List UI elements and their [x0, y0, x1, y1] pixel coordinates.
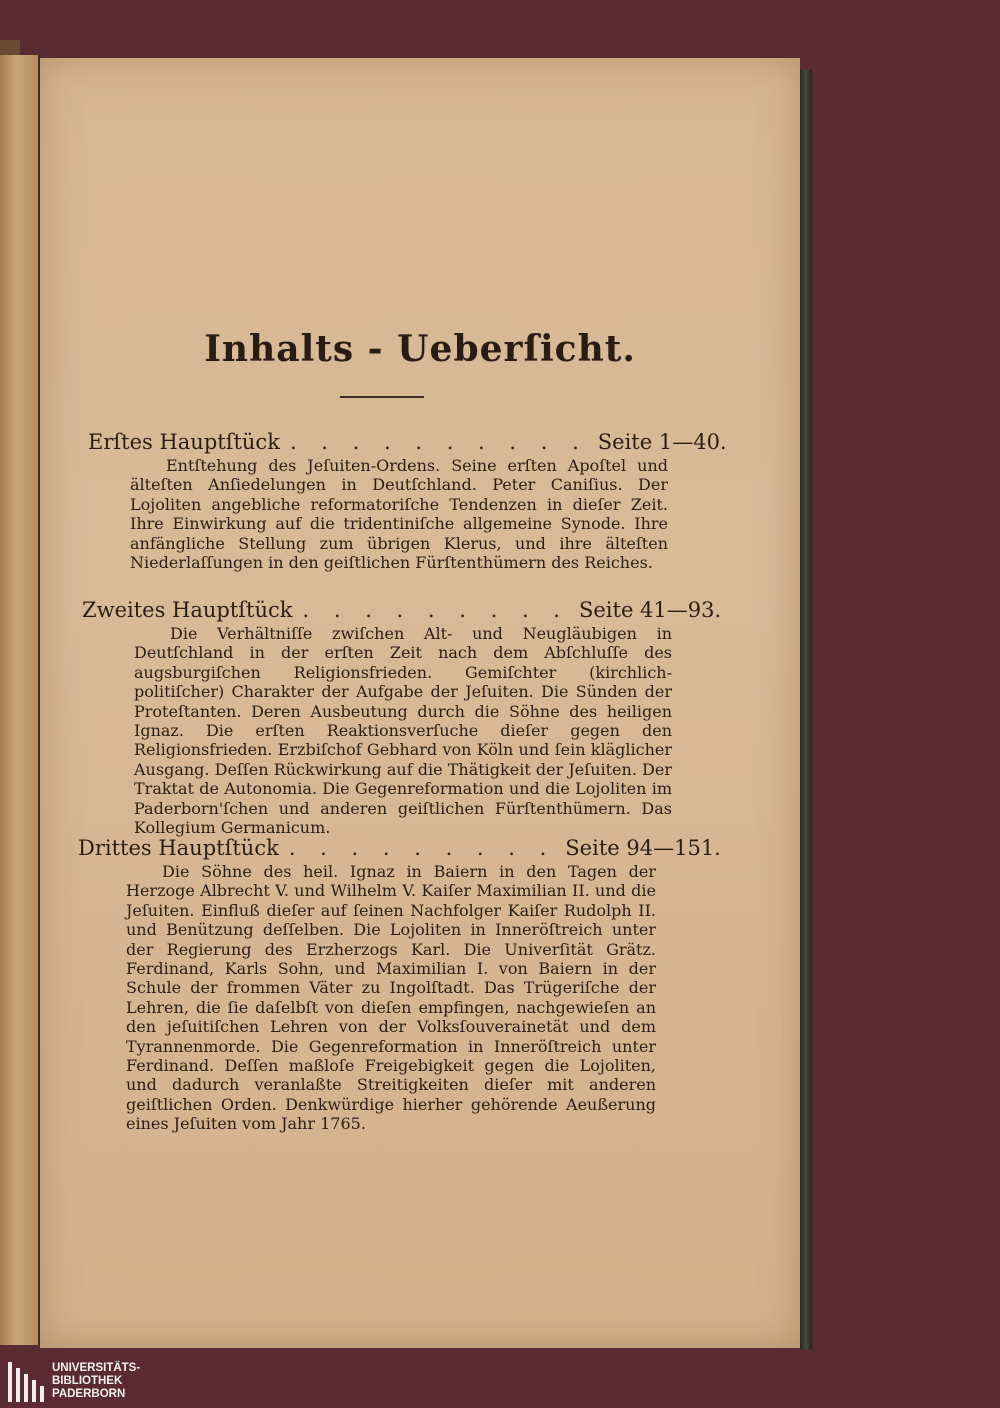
title-rule [340, 396, 424, 398]
entry-heading-line [88, 430, 727, 454]
toc-entry-2 [82, 598, 722, 838]
toc-entry-3 [78, 836, 721, 1134]
library-logo-icon [8, 1362, 46, 1402]
library-name: UNIVERSITÄTS- BIBLIOTHEK PADERBORN [52, 1362, 141, 1400]
entry-page: Seite 41—93. [578, 598, 722, 622]
entry-description: Die Söhne des heil. Ignaz in Baiern in den Tagen der Herzoge Albrecht V. und Wilhelm V. Kaiſer Maximilian II. und die Jeſuiten. Einfluß dieſer auf ſeinen Nachfolger Kaiſer Rudolph II. und Benützung deſſelben. Die Lojoliten in Inneröſtreich unter der Regierung des Erzherzogs Karl. Die Univerſität Grätz. Ferdinand, Karls Sohn, und Maximilian I. von Baiern in der Schule der frommen Väter zu Ingolſtadt. Das Trügeriſche der Lehren, die ſie daſelbſt von dieſen empfingen, nachgewieſen an den jeſuitiſchen Lehren von der Volksſouverainetät und dem Tyrannenmorde. Die Gegenreformation in Inneröſtreich unter Ferdinand. Deſſen maßloſe Freigebigkeit gegen die Lojoliten, und dadurch veranlaßte Streitigkeiten dieſer mit anderen geiſtlichen Orden. Denkwürdige hierher gehörende Aeußerung eines Jeſuiten vom Jahr 1765. [126, 862, 656, 1134]
entry-description: Die Verhältniſſe zwiſchen Alt- und Neugläubigen in Deutſchland in der erſten Zeit nach dem Abſchluſſe des augsburgiſchen Religionsfrieden. Gemiſchter (kirchlich-politiſcher) Charakter der Aufgabe der Jeſuiten. Die Sünden der Proteſtanten. Deren Ausbeutung durch die Söhne des heiligen Ignaz. Die erſten Reaktionsverſuche dieſer gegen den Religionsfrieden. Erzbiſchof Gebhard von Köln und ſein kläglicher Ausgang. Deſſen Rückwirkung auf die Thätigkeit der Jeſuiten. Der Traktat de Autonomia. Die Gegenreformation und die Lojoliten im Paderborn'ſchen und anderen geiſtlichen Fürſtenthümern. Das Kollegium Germanicum. [134, 624, 672, 838]
leader-dots: . . . . . . . . . . [289, 430, 588, 454]
book-page [40, 58, 800, 1348]
leader-dots: . . . . . . . . . [302, 598, 569, 622]
left-page-edge [0, 55, 41, 1345]
entry-heading: Zweites Hauptſtück [82, 598, 293, 622]
entry-heading-line [78, 836, 721, 860]
entry-heading: Drittes Hauptſtück [78, 836, 279, 860]
entry-description: Entſtehung des Jeſuiten-Ordens. Seine erſten Apoſtel und älteſten Anſiedelungen in Deutſchland. Peter Caniſius. Der Lojoliten angebliche reformatoriſche Tendenzen in dieſer Zeit. Ihre Einwirkung auf die tridentiniſche allgemeine Synode. Ihre anfängliche Stellung zum übrigen Klerus, und ihre älteſten Niederlaſſungen in den geiſtlichen Fürſtenthümern des Reiches. [130, 456, 668, 573]
entry-page: Seite 94—151. [565, 836, 721, 860]
page-title: Inhalts - Ueberſicht. [204, 328, 636, 370]
entry-heading-line [82, 598, 722, 622]
entry-page: Seite 1—40. [597, 430, 727, 454]
book-cover-edge [800, 70, 812, 1350]
entry-heading: Erſtes Hauptſtück [88, 430, 280, 454]
toc-entry-1 [88, 430, 727, 573]
footer-bar [0, 1358, 1000, 1408]
leader-dots: . . . . . . . . . [288, 836, 556, 860]
